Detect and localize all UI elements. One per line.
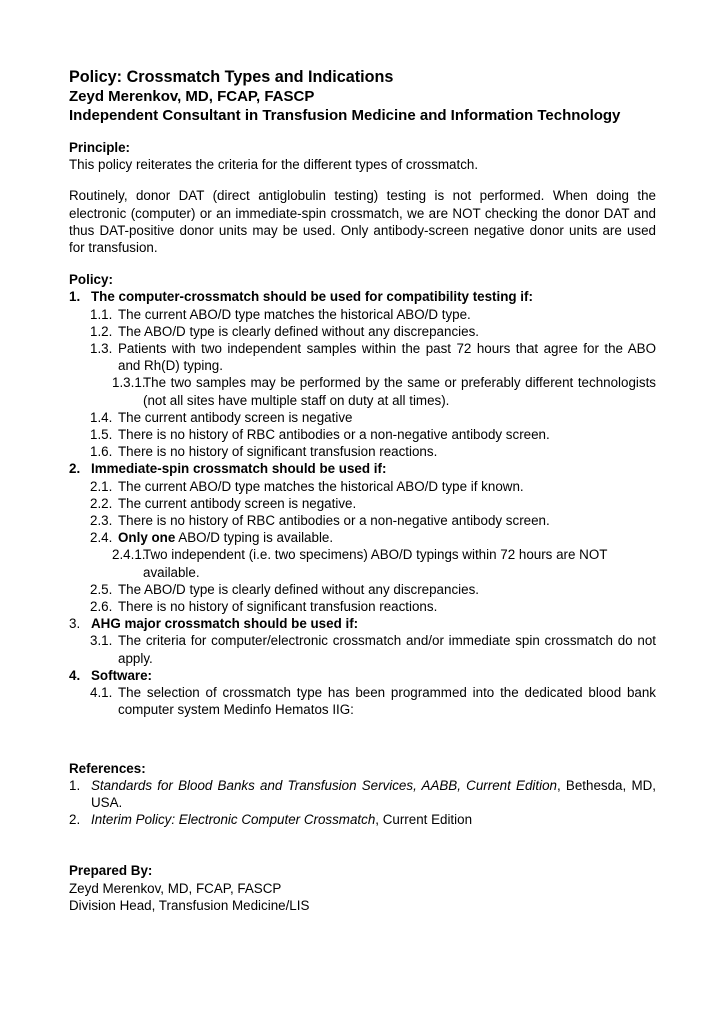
policy-section-3 bbox=[69, 615, 656, 632]
item-number: 4.1. bbox=[90, 685, 113, 701]
item-number: 1.3. bbox=[90, 341, 113, 357]
list-subitem bbox=[69, 374, 656, 408]
item-text: The ABO/D type is clearly defined without any discrepancies. bbox=[118, 581, 479, 597]
list-item bbox=[69, 323, 656, 340]
item-number: 1.1. bbox=[90, 306, 113, 322]
item-text: The current antibody screen is negative bbox=[118, 409, 353, 425]
item-text: Patients with two independent samples within the past 72 hours that agree for the ABO and Rh(D) typing. bbox=[118, 341, 656, 374]
item-text: The current antibody screen is negative. bbox=[118, 495, 357, 511]
item-text-rest: ABO/D typing is available. bbox=[175, 530, 334, 546]
section-number: 1. bbox=[69, 289, 81, 305]
item-text: The ABO/D type is clearly defined without any discrepancies. bbox=[118, 323, 479, 339]
list-item bbox=[69, 581, 656, 598]
prepared-by-heading: Prepared By: bbox=[69, 863, 153, 879]
item-number: 1.4. bbox=[90, 409, 113, 425]
list-item bbox=[69, 598, 656, 615]
item-text: The current ABO/D type matches the historical ABO/D type if known. bbox=[118, 478, 524, 494]
list-item bbox=[69, 443, 656, 460]
section-title: AHG major crossmatch should be used if: bbox=[91, 616, 359, 632]
policy-heading: Policy: bbox=[69, 272, 113, 288]
item-number: 3.1. bbox=[90, 633, 113, 649]
reference-suffix: , Current Edition bbox=[375, 812, 473, 828]
reference-text bbox=[91, 811, 656, 828]
reference-title: Interim Policy: Electronic Computer Crossmatch bbox=[91, 812, 376, 828]
item-number: 2.4. bbox=[90, 530, 113, 546]
list-item bbox=[69, 478, 656, 495]
item-text: There is no history of RBC antibodies or a non-negative antibody screen. bbox=[118, 427, 550, 443]
section-number: 4. bbox=[69, 667, 81, 683]
principle-paragraph: Routinely, donor DAT (direct antiglobulin testing) testing is not performed. When doing the electronic (computer) or an immediate-spin crossmatch, we are NOT checking the donor DAT and thus DAT-positive donor units may be used. Only antibody-screen negative donor units are used for transfusion. bbox=[69, 188, 656, 256]
reference-item bbox=[69, 811, 656, 828]
list-item bbox=[69, 529, 656, 546]
document-page bbox=[69, 68, 656, 914]
item-text: The current ABO/D type matches the historical ABO/D type. bbox=[118, 306, 471, 322]
list-subitem bbox=[69, 546, 656, 580]
reference-text bbox=[91, 777, 656, 811]
emphasis-text: Only one bbox=[118, 530, 176, 546]
reference-item bbox=[69, 777, 656, 811]
list-item bbox=[69, 409, 656, 426]
reference-number: 2. bbox=[69, 812, 81, 828]
item-text: There is no history of RBC antibodies or a non-negative antibody screen. bbox=[118, 513, 550, 529]
item-text: Two independent (i.e. two specimens) ABO/D typings within 72 hours are NOT available. bbox=[143, 547, 608, 580]
author-line: Zeyd Merenkov, MD, FCAP, FASCP bbox=[69, 88, 315, 105]
item-text: The two samples may be performed by the same or preferably different technologists (not all sites have multiple staff on duty at all times). bbox=[143, 375, 656, 408]
list-item bbox=[69, 495, 656, 512]
item-text: The criteria for computer/electronic crossmatch and/or immediate spin crossmatch do not apply. bbox=[118, 633, 656, 666]
list-item bbox=[69, 340, 656, 374]
item-number: 2.1. bbox=[90, 478, 113, 494]
item-number: 2.3. bbox=[90, 513, 113, 529]
section-number: 2. bbox=[69, 461, 81, 477]
item-number: 1.2. bbox=[90, 323, 113, 339]
item-text bbox=[118, 529, 656, 546]
list-item bbox=[69, 426, 656, 443]
policy-section-1 bbox=[69, 288, 656, 305]
item-text: There is no history of significant transfusion reactions. bbox=[118, 599, 438, 615]
reference-number: 1. bbox=[69, 777, 81, 793]
list-item bbox=[69, 512, 656, 529]
item-text: The selection of crossmatch type has been programmed into the dedicated blood bank computer system Medinfo Hematos IIG: bbox=[118, 685, 656, 718]
document-title: Policy: Crossmatch Types and Indications bbox=[69, 68, 394, 86]
preparer-name: Zeyd Merenkov, MD, FCAP, FASCP bbox=[69, 880, 282, 896]
item-number: 1.6. bbox=[90, 444, 113, 460]
principle-heading: Principle: bbox=[69, 140, 131, 155]
policy-section-4 bbox=[69, 667, 656, 684]
section-number: 3. bbox=[69, 616, 81, 632]
item-number: 2.4.1. bbox=[112, 547, 146, 563]
list-item bbox=[69, 306, 656, 323]
item-number: 2.2. bbox=[90, 495, 113, 511]
item-text: There is no history of significant transfusion reactions. bbox=[118, 444, 438, 460]
policy-section-2 bbox=[69, 460, 656, 477]
item-number: 2.5. bbox=[90, 581, 113, 597]
reference-suffix: , Bethesda, MD, USA. bbox=[91, 777, 656, 810]
list-item bbox=[69, 684, 656, 718]
list-item bbox=[69, 632, 656, 666]
affiliation-line: Independent Consultant in Transfusion Medicine and Information Technology bbox=[69, 107, 621, 124]
references-heading: References: bbox=[69, 760, 146, 776]
principle-text: This policy reiterates the criteria for the different types of crossmatch. bbox=[69, 157, 479, 173]
item-number: 2.6. bbox=[90, 599, 113, 615]
item-number: 1.3.1. bbox=[112, 375, 146, 391]
preparer-title: Division Head, Transfusion Medicine/LIS bbox=[69, 897, 310, 913]
item-number: 1.5. bbox=[90, 427, 113, 443]
reference-title: Standards for Blood Banks and Transfusion Services, AABB, Current Edition bbox=[91, 777, 557, 793]
section-title: Immediate-spin crossmatch should be used if: bbox=[91, 461, 387, 477]
section-title: Software: bbox=[91, 667, 153, 683]
section-title: The computer-crossmatch should be used for compatibility testing if: bbox=[91, 289, 533, 305]
